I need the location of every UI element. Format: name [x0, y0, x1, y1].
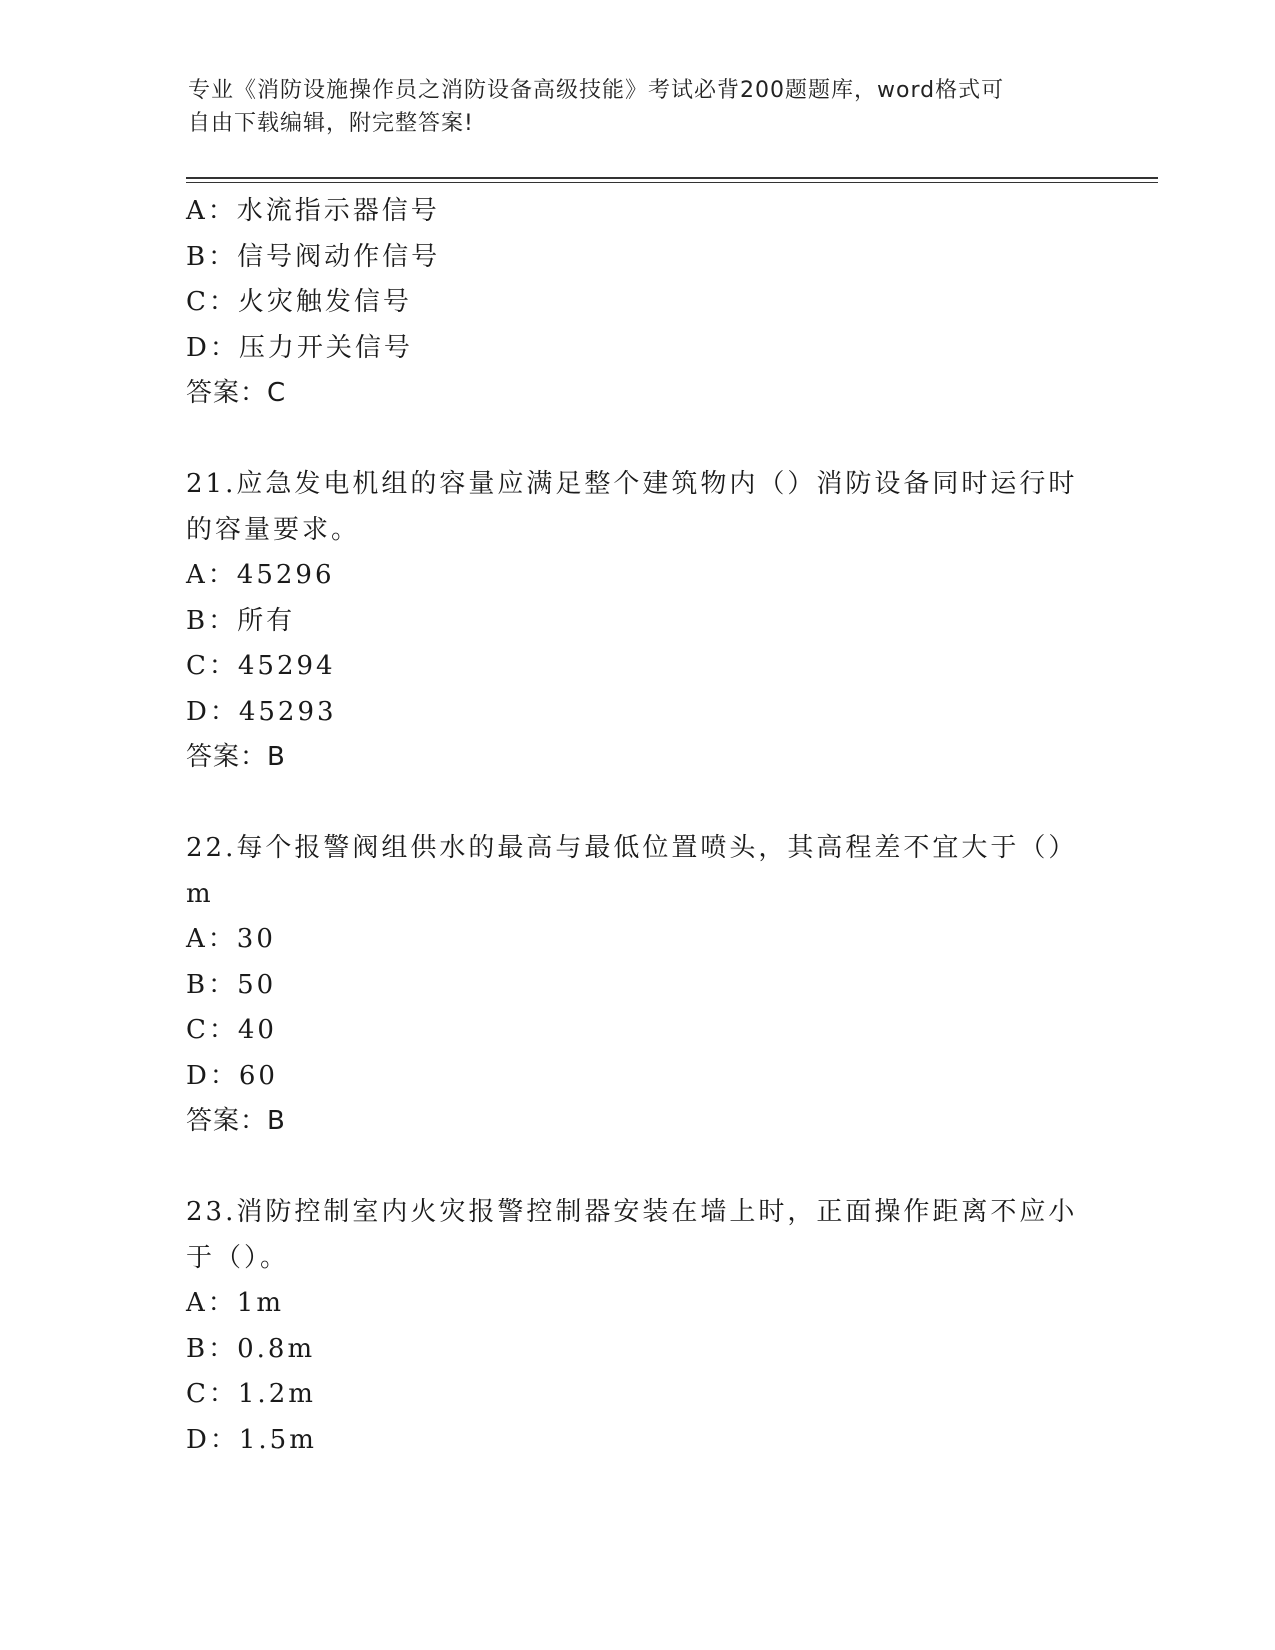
question-block-21 — [186, 462, 1086, 781]
document-header — [188, 74, 1068, 140]
option-b: B：50 — [186, 969, 277, 1000]
question-text-line-1: 23.消防控制室内火灾报警控制器安装在墙上时，正面操作距离不应小 — [186, 1197, 1078, 1227]
answer-line: 答案：B — [186, 742, 286, 772]
question-text-line-1: 21.应急发电机组的容量应满足整个建筑物内（）消防设备同时运行时 — [186, 469, 1078, 499]
question-text-line-2: 的容量要求。 — [186, 514, 361, 545]
header-line-2: 自由下载编辑，附完整答案! — [188, 111, 474, 136]
option-b: B：所有 — [186, 605, 296, 636]
question-block-23 — [186, 1190, 1086, 1463]
question-text-line-1: 22.每个报警阀组供水的最高与最低位置喷头，其高程差不宜大于（） — [186, 833, 1078, 863]
option-b: B：0.8m — [186, 1333, 316, 1364]
option-d: D：45293 — [186, 696, 337, 727]
question-block-22 — [186, 826, 1086, 1145]
answer-line: 答案：C — [186, 378, 287, 408]
header-divider-thick — [186, 177, 1158, 179]
question-text-line-2: m — [186, 878, 214, 909]
option-c: C：40 — [186, 1015, 277, 1045]
answer-line: 答案：B — [186, 1106, 286, 1136]
option-b: B：信号阀动作信号 — [186, 241, 441, 272]
option-a: A：1m — [186, 1288, 284, 1318]
document-body — [186, 189, 1086, 1463]
question-block-20 — [186, 189, 1086, 417]
question-text-line-2: 于（）。 — [186, 1242, 290, 1273]
option-c: C：45294 — [186, 651, 336, 681]
option-c: C：火灾触发信号 — [186, 287, 412, 317]
option-d: D：60 — [186, 1060, 278, 1091]
header-divider-thin — [186, 182, 1158, 183]
option-c: C：1.2m — [186, 1379, 316, 1409]
header-line-1: 专业《消防设施操作员之消防设备高级技能》考试必背200题题库，word格式可 — [188, 78, 1005, 103]
option-a: A：45296 — [186, 560, 335, 590]
option-d: D：1.5m — [186, 1424, 317, 1455]
option-a: A：水流指示器信号 — [186, 196, 440, 226]
option-d: D：压力开关信号 — [186, 332, 413, 363]
option-a: A：30 — [186, 924, 276, 954]
